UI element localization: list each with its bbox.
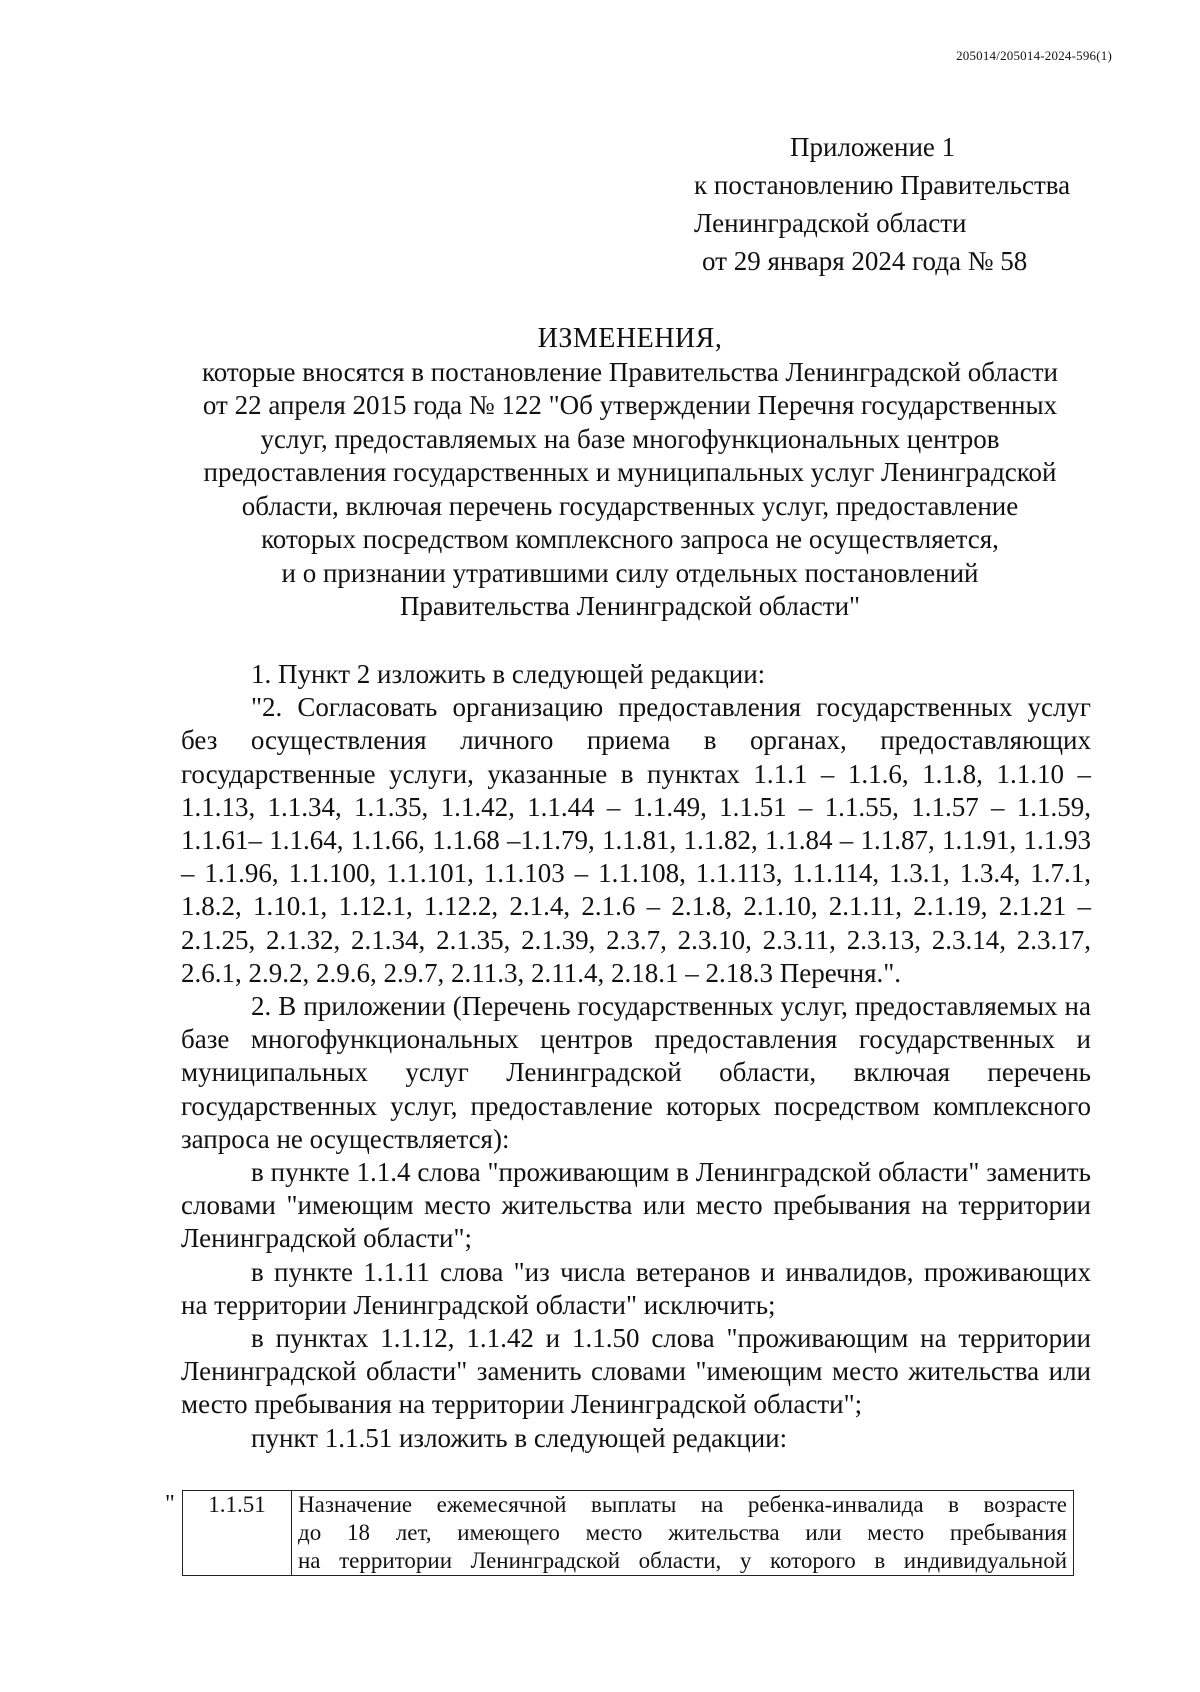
opening-quote: ": [165, 1491, 175, 1517]
heading-line: области, включая перечень государственных услуг, предоставление: [241, 490, 1019, 521]
description-line: на территории Ленинградской области, у которого в индивидуальной: [298, 1548, 1067, 1573]
heading-line: которые вносятся в постановление Правительства Ленинградской области: [201, 356, 1058, 387]
annex-number: Приложение 1: [790, 132, 956, 162]
table-row: [183, 1491, 1074, 1576]
heading-line: которых посредством комплексного запроса не осуществляется,: [261, 524, 999, 554]
annex-date: от 29 января 2024 года № 58: [702, 246, 1028, 276]
document-body: [181, 658, 1091, 1455]
heading-line: и о признании утратившими силу отдельных постановлений: [281, 557, 979, 588]
annex-reference: к постановлению Правительства: [694, 170, 1071, 200]
document-id: 205014/205014-2024-596(1): [956, 48, 1112, 63]
description-line: до 18 лет, имеющего место жительства или место пребывания: [298, 1520, 1067, 1545]
paragraph: пункт 1.1.51 изложить в следующей редакции:: [251, 1422, 788, 1453]
paragraph: в пункте 1.1.11 слова "из числа ветеранов и инвалидов, проживающих на территории Ленинградской области" исключить;: [181, 1256, 1091, 1320]
item-description: [292, 1491, 1074, 1576]
heading-line: от 22 апреля 2015 года № 122 "Об утверждении Перечня государственных: [202, 390, 1058, 420]
list-item-table: [182, 1490, 1074, 1576]
description-line: Назначение ежемесячной выплаты на ребенка-инвалида в возрасте: [298, 1492, 1067, 1517]
annex-region: Ленинградской области: [694, 208, 967, 238]
heading-line: Правительства Ленинградской области": [399, 591, 861, 621]
paragraph: "2. Согласовать организацию предоставления государственных услуг без осуществления личного приема в органах, предоставляющих государственные услуги, указанные в пунктах 1.1.1 – 1.1.6, 1.1.8, 1.1.10 – 1.1.13, 1.1.34, 1.1.35, 1.1.42, 1.1.44 – 1.1.49, 1.1.51 – 1.1.55, 1.1.57 – 1.1.59, 1.1.61– 1.1.64, 1.1.66, 1.1.68 –1.1.79, 1.1.81, 1.1.82, 1.1.84 – 1.1.87, 1.1.91, 1.1.93 – 1.1.96, 1.1.100, 1.1.101, 1.1.103 – 1.1.108, 1.1.113, 1.1.114, 1.3.1, 1.3.4, 1.7.1, 1.8.2, 1.10.1, 1.12.1, 1.12.2, 2.1.4, 2.1.6 – 2.1.8, 2.1.10, 2.1.11, 2.1.19, 2.1.21 – 2.1.25, 2.1.32, 2.1.34, 2.1.35, 2.1.39, 2.3.7, 2.3.10, 2.3.11, 2.3.13, 2.3.14, 2.3.17, 2.6.1, 2.9.2, 2.9.6, 2.9.7, 2.11.3, 2.11.4, 2.18.1 – 2.18.3 Перечня.".: [181, 692, 1091, 988]
page-title: ИЗМЕНЕНИЯ,: [537, 323, 723, 354]
heading-line: услуг, предоставляемых на базе многофункциональных центров: [260, 423, 1000, 454]
heading-line: предоставления государственных и муниципальных услуг Ленинградской: [203, 457, 1057, 487]
paragraph: в пунктах 1.1.12, 1.1.42 и 1.1.50 слова "проживающим на территории Ленинградской области" заменить словами "имеющим место жительства или место пребывания на территории Ленинградской области";: [181, 1323, 1091, 1420]
paragraph: 1. Пункт 2 изложить в следующей редакции:: [251, 659, 766, 689]
item-number: 1.1.51: [183, 1491, 292, 1576]
document-heading: [180, 322, 1080, 624]
annex-block: [694, 128, 1070, 280]
paragraph: в пункте 1.1.4 слова "проживающим в Ленинградской области" заменить словами "имеющим место жительства или место пребывания на территории Ленинградской области";: [181, 1157, 1091, 1254]
paragraph: 2. В приложении (Перечень государственных услуг, предоставляемых на базе многофункциональных центров предоставления государственных и муниципальных услуг Ленинградской области, включая перечень государственных услуг, предоставление которых посредством комплексного запроса не осуществляется):: [181, 991, 1091, 1154]
